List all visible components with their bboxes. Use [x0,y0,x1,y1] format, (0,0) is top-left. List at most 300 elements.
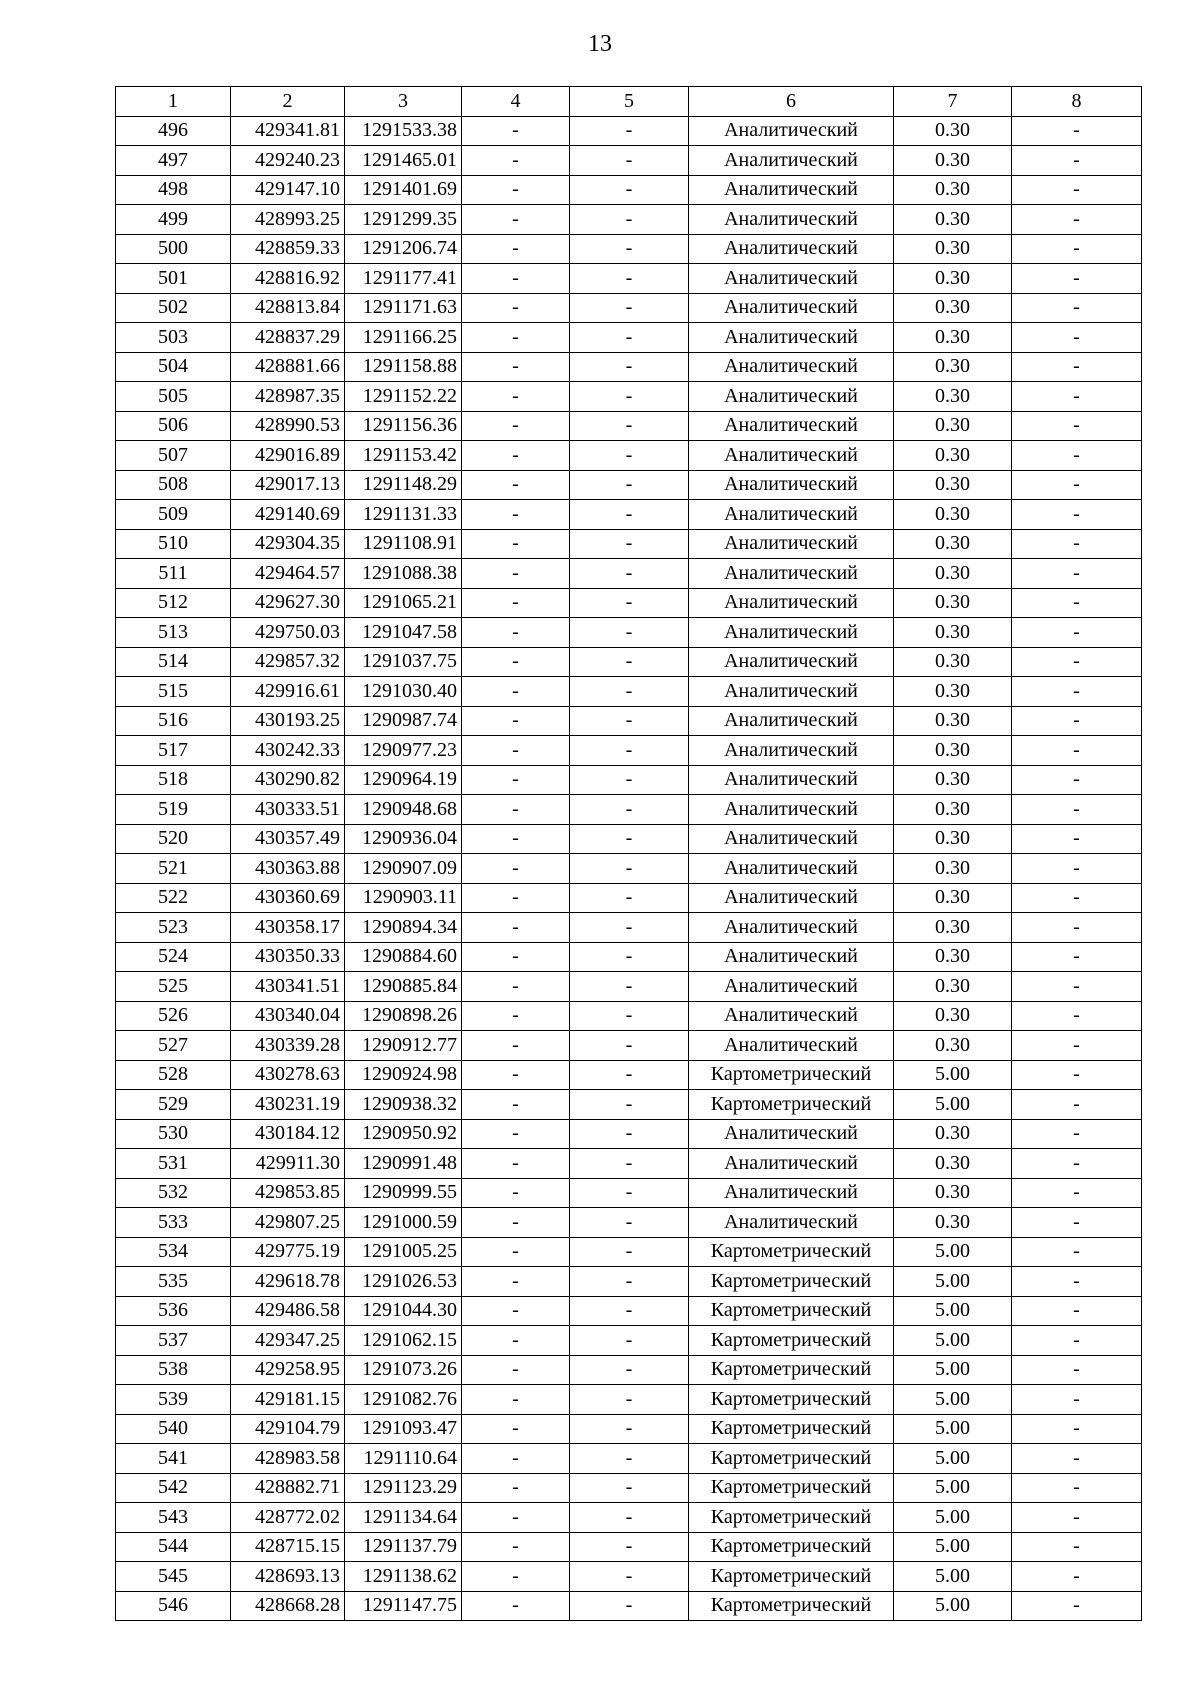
point-number-cell: 514 [116,647,231,677]
y-coordinate-cell: 1290987.74 [345,706,462,736]
col5-value-cell: - [570,736,689,766]
point-number-cell: 497 [116,146,231,176]
point-number-cell: 545 [116,1562,231,1592]
col8-value-cell: - [1012,1149,1142,1179]
table-row [116,1060,1142,1090]
method-cell: Картометрический [689,1296,894,1326]
col4-value-cell: - [462,1090,570,1120]
y-coordinate-cell: 1290912.77 [345,1031,462,1061]
col5-value-cell: - [570,559,689,589]
col8-value-cell: - [1012,765,1142,795]
col8-value-cell: - [1012,1385,1142,1415]
col5-value-cell: - [570,1060,689,1090]
y-coordinate-cell: 1291108.91 [345,529,462,559]
col4-value-cell: - [462,1532,570,1562]
table-row [116,175,1142,205]
x-coordinate-cell: 429618.78 [231,1267,345,1297]
col5-value-cell: - [570,500,689,530]
method-cell: Аналитический [689,411,894,441]
col8-value-cell: - [1012,618,1142,648]
x-coordinate-cell: 428987.35 [231,382,345,412]
col5-value-cell: - [570,1503,689,1533]
x-coordinate-cell: 429347.25 [231,1326,345,1356]
col5-value-cell: - [570,1208,689,1238]
col8-value-cell: - [1012,175,1142,205]
col4-value-cell: - [462,647,570,677]
accuracy-cell: 0.30 [894,913,1012,943]
table-row [116,618,1142,648]
x-coordinate-cell: 429240.23 [231,146,345,176]
x-coordinate-cell: 430339.28 [231,1031,345,1061]
accuracy-cell: 0.30 [894,500,1012,530]
accuracy-cell: 5.00 [894,1591,1012,1621]
x-coordinate-cell: 429147.10 [231,175,345,205]
col8-value-cell: - [1012,293,1142,323]
col5-value-cell: - [570,1385,689,1415]
point-number-cell: 500 [116,234,231,264]
accuracy-cell: 0.30 [894,116,1012,146]
table-row [116,1296,1142,1326]
method-cell: Аналитический [689,883,894,913]
col4-value-cell: - [462,1503,570,1533]
y-coordinate-cell: 1291134.64 [345,1503,462,1533]
y-coordinate-cell: 1291065.21 [345,588,462,618]
col8-value-cell: - [1012,382,1142,412]
accuracy-cell: 5.00 [894,1090,1012,1120]
accuracy-cell: 0.30 [894,1001,1012,1031]
point-number-cell: 543 [116,1503,231,1533]
col8-value-cell: - [1012,559,1142,589]
x-coordinate-cell: 428983.58 [231,1444,345,1474]
point-number-cell: 535 [116,1267,231,1297]
col4-value-cell: - [462,824,570,854]
x-coordinate-cell: 428813.84 [231,293,345,323]
y-coordinate-cell: 1290907.09 [345,854,462,884]
col4-value-cell: - [462,323,570,353]
x-coordinate-cell: 429341.81 [231,116,345,146]
col8-value-cell: - [1012,647,1142,677]
method-cell: Картометрический [689,1444,894,1474]
col8-value-cell: - [1012,1591,1142,1621]
col8-value-cell: - [1012,352,1142,382]
col4-value-cell: - [462,1591,570,1621]
x-coordinate-cell: 430363.88 [231,854,345,884]
y-coordinate-cell: 1291037.75 [345,647,462,677]
y-coordinate-cell: 1291138.62 [345,1562,462,1592]
method-cell: Картометрический [689,1591,894,1621]
table-row [116,1562,1142,1592]
method-cell: Аналитический [689,824,894,854]
x-coordinate-cell: 430358.17 [231,913,345,943]
col8-value-cell: - [1012,1237,1142,1267]
accuracy-cell: 0.30 [894,736,1012,766]
table-row [116,1149,1142,1179]
table-row [116,1326,1142,1356]
point-number-cell: 538 [116,1355,231,1385]
point-number-cell: 518 [116,765,231,795]
accuracy-cell: 0.30 [894,765,1012,795]
col8-value-cell: - [1012,500,1142,530]
col5-value-cell: - [570,1296,689,1326]
y-coordinate-cell: 1290898.26 [345,1001,462,1031]
accuracy-cell: 0.30 [894,618,1012,648]
col8-value-cell: - [1012,1503,1142,1533]
column-header: 3 [345,87,462,117]
col5-value-cell: - [570,1355,689,1385]
y-coordinate-cell: 1291000.59 [345,1208,462,1238]
method-cell: Аналитический [689,736,894,766]
accuracy-cell: 5.00 [894,1326,1012,1356]
col8-value-cell: - [1012,1414,1142,1444]
point-number-cell: 499 [116,205,231,235]
point-number-cell: 539 [116,1385,231,1415]
table-row [116,647,1142,677]
y-coordinate-cell: 1291171.63 [345,293,462,323]
method-cell: Аналитический [689,293,894,323]
point-number-cell: 517 [116,736,231,766]
x-coordinate-cell: 428990.53 [231,411,345,441]
col4-value-cell: - [462,972,570,1002]
table-row [116,500,1142,530]
col8-value-cell: - [1012,736,1142,766]
method-cell: Картометрический [689,1090,894,1120]
x-coordinate-cell: 429807.25 [231,1208,345,1238]
y-coordinate-cell: 1291158.88 [345,352,462,382]
col5-value-cell: - [570,264,689,294]
x-coordinate-cell: 428993.25 [231,205,345,235]
x-coordinate-cell: 428859.33 [231,234,345,264]
method-cell: Аналитический [689,323,894,353]
method-cell: Аналитический [689,913,894,943]
col5-value-cell: - [570,706,689,736]
y-coordinate-cell: 1290903.11 [345,883,462,913]
col8-value-cell: - [1012,411,1142,441]
col4-value-cell: - [462,795,570,825]
col4-value-cell: - [462,205,570,235]
table-row [116,264,1142,294]
accuracy-cell: 5.00 [894,1267,1012,1297]
table-row [116,293,1142,323]
method-cell: Аналитический [689,1178,894,1208]
table-row [116,1031,1142,1061]
table-body [116,116,1142,1621]
method-cell: Аналитический [689,175,894,205]
column-header: 2 [231,87,345,117]
point-number-cell: 522 [116,883,231,913]
table-row [116,677,1142,707]
accuracy-cell: 5.00 [894,1385,1012,1415]
x-coordinate-cell: 430350.33 [231,942,345,972]
point-number-cell: 498 [116,175,231,205]
column-header: 5 [570,87,689,117]
method-cell: Аналитический [689,529,894,559]
col4-value-cell: - [462,293,570,323]
table-row [116,1119,1142,1149]
col5-value-cell: - [570,1267,689,1297]
page-number: 13 [588,31,612,57]
y-coordinate-cell: 1291047.58 [345,618,462,648]
col8-value-cell: - [1012,824,1142,854]
method-cell: Картометрический [689,1355,894,1385]
x-coordinate-cell: 430242.33 [231,736,345,766]
table-row [116,352,1142,382]
table-row [116,146,1142,176]
point-number-cell: 520 [116,824,231,854]
y-coordinate-cell: 1291137.79 [345,1532,462,1562]
point-number-cell: 536 [116,1296,231,1326]
point-number-cell: 542 [116,1473,231,1503]
col4-value-cell: - [462,854,570,884]
accuracy-cell: 0.30 [894,854,1012,884]
col8-value-cell: - [1012,706,1142,736]
col8-value-cell: - [1012,116,1142,146]
method-cell: Аналитический [689,1031,894,1061]
col4-value-cell: - [462,500,570,530]
col8-value-cell: - [1012,470,1142,500]
col5-value-cell: - [570,1119,689,1149]
point-number-cell: 515 [116,677,231,707]
y-coordinate-cell: 1291062.15 [345,1326,462,1356]
col4-value-cell: - [462,1001,570,1031]
method-cell: Аналитический [689,559,894,589]
col8-value-cell: - [1012,1296,1142,1326]
col8-value-cell: - [1012,264,1142,294]
accuracy-cell: 0.30 [894,677,1012,707]
table-row [116,765,1142,795]
accuracy-cell: 5.00 [894,1355,1012,1385]
x-coordinate-cell: 430357.49 [231,824,345,854]
col5-value-cell: - [570,1532,689,1562]
col8-value-cell: - [1012,854,1142,884]
accuracy-cell: 0.30 [894,1149,1012,1179]
col4-value-cell: - [462,1119,570,1149]
accuracy-cell: 0.30 [894,441,1012,471]
accuracy-cell: 0.30 [894,293,1012,323]
table-row [116,706,1142,736]
x-coordinate-cell: 429486.58 [231,1296,345,1326]
method-cell: Аналитический [689,706,894,736]
table-row [116,883,1142,913]
y-coordinate-cell: 1290924.98 [345,1060,462,1090]
col5-value-cell: - [570,146,689,176]
col4-value-cell: - [462,765,570,795]
y-coordinate-cell: 1291152.22 [345,382,462,412]
col8-value-cell: - [1012,1267,1142,1297]
x-coordinate-cell: 430193.25 [231,706,345,736]
y-coordinate-cell: 1291005.25 [345,1237,462,1267]
point-number-cell: 508 [116,470,231,500]
y-coordinate-cell: 1291110.64 [345,1444,462,1474]
point-number-cell: 503 [116,323,231,353]
x-coordinate-cell: 429911.30 [231,1149,345,1179]
accuracy-cell: 5.00 [894,1296,1012,1326]
method-cell: Аналитический [689,618,894,648]
x-coordinate-cell: 430278.63 [231,1060,345,1090]
y-coordinate-cell: 1291131.33 [345,500,462,530]
col4-value-cell: - [462,146,570,176]
table-row [116,972,1142,1002]
y-coordinate-cell: 1291123.29 [345,1473,462,1503]
point-number-cell: 530 [116,1119,231,1149]
col4-value-cell: - [462,942,570,972]
column-header: 4 [462,87,570,117]
col8-value-cell: - [1012,588,1142,618]
x-coordinate-cell: 429853.85 [231,1178,345,1208]
col4-value-cell: - [462,559,570,589]
table-row [116,588,1142,618]
x-coordinate-cell: 429140.69 [231,500,345,530]
col8-value-cell: - [1012,1355,1142,1385]
table-row [116,411,1142,441]
col4-value-cell: - [462,470,570,500]
col5-value-cell: - [570,765,689,795]
point-number-cell: 528 [116,1060,231,1090]
y-coordinate-cell: 1291153.42 [345,441,462,471]
y-coordinate-cell: 1290948.68 [345,795,462,825]
x-coordinate-cell: 428816.92 [231,264,345,294]
accuracy-cell: 0.30 [894,352,1012,382]
col8-value-cell: - [1012,1090,1142,1120]
col8-value-cell: - [1012,1208,1142,1238]
point-number-cell: 529 [116,1090,231,1120]
point-number-cell: 512 [116,588,231,618]
col4-value-cell: - [462,1414,570,1444]
col4-value-cell: - [462,382,570,412]
col5-value-cell: - [570,913,689,943]
table-row [116,1591,1142,1621]
column-header: 6 [689,87,894,117]
col5-value-cell: - [570,1001,689,1031]
method-cell: Картометрический [689,1414,894,1444]
col4-value-cell: - [462,1208,570,1238]
method-cell: Аналитический [689,470,894,500]
x-coordinate-cell: 429775.19 [231,1237,345,1267]
col5-value-cell: - [570,795,689,825]
accuracy-cell: 0.30 [894,470,1012,500]
table-header [116,87,1142,117]
col8-value-cell: - [1012,677,1142,707]
col5-value-cell: - [570,942,689,972]
col4-value-cell: - [462,116,570,146]
col4-value-cell: - [462,588,570,618]
col4-value-cell: - [462,1237,570,1267]
col5-value-cell: - [570,382,689,412]
header-row [116,87,1142,117]
point-number-cell: 502 [116,293,231,323]
col8-value-cell: - [1012,1060,1142,1090]
col8-value-cell: - [1012,913,1142,943]
x-coordinate-cell: 428882.71 [231,1473,345,1503]
col5-value-cell: - [570,293,689,323]
point-number-cell: 504 [116,352,231,382]
method-cell: Аналитический [689,1119,894,1149]
col5-value-cell: - [570,1237,689,1267]
x-coordinate-cell: 430184.12 [231,1119,345,1149]
col5-value-cell: - [570,1562,689,1592]
point-number-cell: 513 [116,618,231,648]
y-coordinate-cell: 1290938.32 [345,1090,462,1120]
col4-value-cell: - [462,411,570,441]
col5-value-cell: - [570,352,689,382]
method-cell: Аналитический [689,647,894,677]
col4-value-cell: - [462,1385,570,1415]
column-header: 7 [894,87,1012,117]
accuracy-cell: 0.30 [894,146,1012,176]
col4-value-cell: - [462,706,570,736]
table-row [116,205,1142,235]
col4-value-cell: - [462,736,570,766]
accuracy-cell: 0.30 [894,824,1012,854]
point-number-cell: 519 [116,795,231,825]
method-cell: Аналитический [689,765,894,795]
method-cell: Аналитический [689,1149,894,1179]
y-coordinate-cell: 1291030.40 [345,677,462,707]
point-number-cell: 544 [116,1532,231,1562]
point-number-cell: 496 [116,116,231,146]
col5-value-cell: - [570,854,689,884]
method-cell: Аналитический [689,116,894,146]
col8-value-cell: - [1012,1473,1142,1503]
col8-value-cell: - [1012,441,1142,471]
col4-value-cell: - [462,1060,570,1090]
col4-value-cell: - [462,1326,570,1356]
table-row [116,795,1142,825]
table-row [116,529,1142,559]
point-number-cell: 534 [116,1237,231,1267]
point-number-cell: 507 [116,441,231,471]
x-coordinate-cell: 428715.15 [231,1532,345,1562]
accuracy-cell: 0.30 [894,795,1012,825]
accuracy-cell: 0.30 [894,411,1012,441]
table-row [116,824,1142,854]
col5-value-cell: - [570,1178,689,1208]
point-number-cell: 532 [116,1178,231,1208]
y-coordinate-cell: 1290991.48 [345,1149,462,1179]
col5-value-cell: - [570,972,689,1002]
method-cell: Картометрический [689,1473,894,1503]
col4-value-cell: - [462,883,570,913]
accuracy-cell: 0.30 [894,382,1012,412]
table-row [116,323,1142,353]
accuracy-cell: 0.30 [894,1119,1012,1149]
accuracy-cell: 0.30 [894,1208,1012,1238]
y-coordinate-cell: 1291401.69 [345,175,462,205]
x-coordinate-cell: 429464.57 [231,559,345,589]
x-coordinate-cell: 429017.13 [231,470,345,500]
method-cell: Аналитический [689,382,894,412]
col4-value-cell: - [462,1355,570,1385]
accuracy-cell: 0.30 [894,942,1012,972]
column-header: 1 [116,87,231,117]
point-number-cell: 526 [116,1001,231,1031]
method-cell: Аналитический [689,352,894,382]
col8-value-cell: - [1012,323,1142,353]
col8-value-cell: - [1012,883,1142,913]
method-cell: Картометрический [689,1562,894,1592]
col5-value-cell: - [570,1149,689,1179]
x-coordinate-cell: 430341.51 [231,972,345,1002]
method-cell: Аналитический [689,205,894,235]
col4-value-cell: - [462,1444,570,1474]
accuracy-cell: 0.30 [894,972,1012,1002]
table-row [116,736,1142,766]
col5-value-cell: - [570,588,689,618]
table-row [116,1178,1142,1208]
accuracy-cell: 0.30 [894,1031,1012,1061]
col5-value-cell: - [570,470,689,500]
col4-value-cell: - [462,1178,570,1208]
method-cell: Аналитический [689,264,894,294]
